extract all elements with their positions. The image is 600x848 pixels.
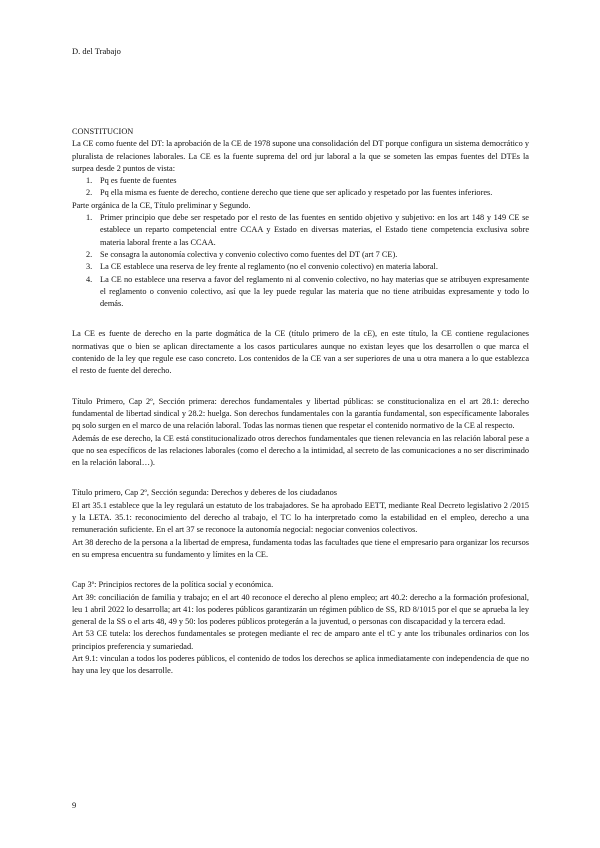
list-item	[72, 274, 529, 311]
page-number: 9	[72, 800, 77, 810]
list-item	[72, 212, 529, 249]
list-number: 3.	[86, 262, 93, 272]
list-text: Primer principio que debe ser respetado por el resto de las fuentes en sentido objetivo y subjetivo: en los art 148 y 149 CE se establece un reparto competencial entre CCAA y Estado en diversas materias, el Estado tiene competencia exclusiva sobre materia laboral frente a las CCAA.	[100, 213, 529, 247]
dogmatic-paragraph: La CE es fuente de derecho en la parte dogmática de la CE (título primero de la cE), en este título, la CE contiene regulaciones normativas que o bien se aplican directamente a los casos particulares aunque no existan leyes que los desarrollen o que marca el contenido de la ley que regule ese caso concreto. Los contenidos de la CE van a ser superiores de una u otra manera a lo que establezca el resto de fuente del derecho.	[72, 329, 529, 376]
sources-list	[72, 175, 529, 200]
intro-paragraph: La CE como fuente del DT: la aprobación de la CE de 1978 supone una consolidación del DT porque configura un sistema democrático y pluralista de relaciones laborales. La CE es la fuente suprema del ord jur laboral a la que se someten las empas fuentes del DTEs la surpea desde 2 puntos de vista:	[72, 139, 529, 173]
list-number: 1.	[86, 213, 93, 223]
section-title: Cap 3º: Principios rectores de la política social y económica.	[72, 580, 274, 590]
list-text: Pq es fuente de fuentes	[100, 176, 177, 186]
organic-title: Parte orgánica de la CE, Título preliminar y Segundo.	[72, 200, 251, 210]
list-text: Se consagra la autonomía colectiva y convenio colectivo como fuentes del DT (art 7 CE).	[100, 249, 398, 259]
document-body	[72, 126, 529, 678]
list-item	[72, 187, 529, 199]
business-freedom-paragraph: Art 38 derecho de la persona a la libertad de empresa, fundamenta todas las facultades que tiene el empresario para organizar los recursos en su empresa encuentra su fundamento y límites en la CE.	[72, 537, 529, 559]
list-number: 1.	[86, 176, 93, 186]
running-header: D. del Trabajo	[72, 46, 121, 56]
list-item	[72, 175, 529, 187]
list-number: 2.	[86, 249, 93, 259]
list-item	[72, 249, 529, 261]
other-rights-paragraph: Además de ese derecho, la CE está constitucionalizado otros derechos fundamentales que tienen relevancia en las relación laboral pese a que no sea específicos de las relaciones laborales (como el derecho a la intimidad, al secreto de las comunicaciones a no ser discriminado en la relación laboral…).	[72, 433, 529, 468]
list-number: 2.	[86, 188, 93, 198]
section-heading: CONSTITUCION	[72, 127, 134, 136]
organic-list	[72, 212, 529, 310]
principles-paragraph: Art 39: conciliación de familia y trabajo; en el art 40 reconoce el derecho al pleno empleo; art 40.2: derecho a la formación profesional, leu 1 abril 2022 lo desarrolla; art 41: los poderes públicos garantizarán un régimen público de SS, RD 8/1015 por el que se aprueba la ley general de la SS o el arts 48, 49 y 50: los poderes públicos protegerán a la juventud, o personas con discapacidad y la tercera edad.	[72, 592, 529, 627]
workers-statute-paragraph: El art 35.1 establece que la ley regulará un estatuto de los trabajadores. Se ha aprobado EETT, mediante Real Decreto legislativo 2 /2015 y la LETA. 35.1: reconocimiento del derecho al trabajo, el TC lo ha interpretado como la estabilidad en el empleo, derecho a una remuneración suficiente. En el art 37 se reconoce la autonomía negocial: negociar convenios colectivos.	[72, 500, 529, 535]
protection-paragraph: Art 53 CE tutela: los derechos fundamentales se protegen mediante el rec de amparo ante el tC y ante los tribunales ordinarios con los principios preferencia y sumariedad.	[72, 629, 529, 651]
binding-paragraph: Art 9.1: vinculan a todos los poderes públicos, el contenido de todos los derechos se aplica inmediatamente con independencia de que no hay una ley que los desarrolle.	[72, 653, 529, 676]
list-text: La CE establece una reserva de ley frente al reglamento (no el convenio colectivo) en materia laboral.	[100, 262, 438, 272]
section-title: Título primero, Cap 2º, Sección segunda: Derechos y deberes de los ciudadanos	[72, 488, 338, 498]
list-text: Pq ella misma es fuente de derecho, contiene derecho que tiene que ser aplicado y respetado por las fuentes inferiores.	[100, 188, 493, 198]
list-text: La CE no establece una reserva a favor del reglamento ni al convenio colectivo, no hay materias que se atribuyen expresamente el reglamento o convenio colectivo, así que la ley puede regular las materia que no tiene atribuidas expresamente y todo lo demás.	[100, 274, 529, 309]
list-item	[72, 261, 529, 273]
list-number: 4.	[86, 274, 93, 284]
fundamental-rights-paragraph: Título Primero, Cap 2º, Sección primera: derechos fundamentales y libertad públicas: se constitucionaliza en el art 28.1: derecho fundamental de libertad sindical y 28.2: huelga. Son derechos fundamentales con la garantía fundamental, son específicamente laborales pq solo surgen en el marco de una relación laboral. Todas las normas tienen que respetar el contenido normativo de la CE al respecto.	[72, 396, 529, 431]
